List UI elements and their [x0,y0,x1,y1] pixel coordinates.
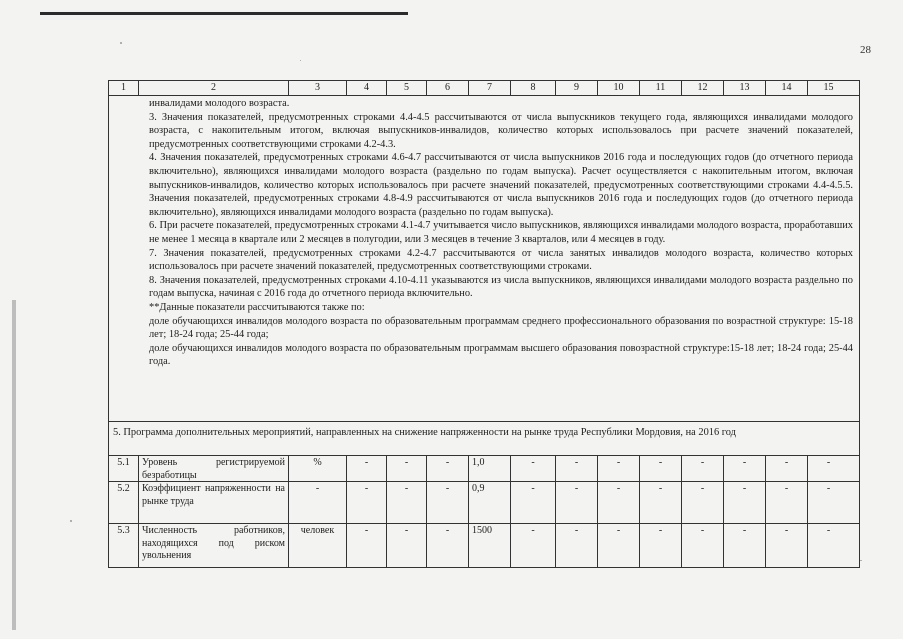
value-cell: 0,9 [469,482,511,523]
table [108,80,860,568]
value-cell: 1,0 [469,456,511,483]
value-cell: - [511,482,556,523]
unit: человек [289,524,347,567]
table-row [109,456,859,482]
value-cell: - [682,524,724,567]
row-number: 5.2 [109,482,139,523]
note-paragraph: 7. Значения показателей, предусмотренных строками 4.2-4.7 рассчитываются от числа занятых инвалидов молодого возраста, количество которых использовалось при расчете значений показателей, предусмотренных соответствующими строками. [149,247,853,273]
value-cell: - [347,456,387,483]
note-paragraph: **Данные показатели рассчитываются также по: [149,301,365,313]
value-cell: - [598,456,640,483]
row-number: 5.3 [109,524,139,567]
column-header: 7 [469,81,511,95]
value-cell: - [682,456,724,483]
column-header: 12 [682,81,724,95]
column-header: 14 [766,81,808,95]
value-cell: - [640,524,682,567]
value-cell: - [511,456,556,483]
value-cell: - [347,482,387,523]
table-row [109,482,859,524]
scan-edge-top [40,12,408,15]
scan-speck [70,520,72,522]
value-cell: 1500 [469,524,511,567]
column-header: 4 [347,81,387,95]
value-cell: - [826,457,831,468]
note-paragraph: инвалидами молодого возраста. [149,98,290,109]
value-cell: - [826,525,831,536]
value-cell: - [427,524,469,567]
column-header: 5 [387,81,427,95]
section-title: 5. Программа дополнительных мероприятий, направленных на снижение напряженности на рынке труда Республики Мордовия, на 2016 год [109,422,859,456]
value-cell: - [427,456,469,483]
column-header: 11 [640,81,682,95]
column-header: 15 [823,82,834,93]
value-cell: - [598,524,640,567]
value-cell: - [511,524,556,567]
column-header: 2 [139,81,289,95]
value-cell: - [682,482,724,523]
value-cell: - [724,524,766,567]
value-cell: - [556,456,598,483]
page-number: 28 [860,44,871,56]
value-cell: - [826,483,831,494]
note-paragraph: 8. Значения показателей, предусмотренных строками 4.10-4.11 указываются из числа выпускников, являющихся инвалидами молодого возраста раздельно по годам выпуска, начиная с 2016 года до отчетного периода включительно. [149,274,853,300]
indicator-name: Уровень регистрируемой безработицы [139,456,289,483]
unit: - [289,482,347,523]
note-paragraph: доле обучающихся инвалидов молодого возраста по образовательным программам высшего образования повозрастной структуре:15-18 лет; 18-24 года; 25-44 года. [149,342,853,368]
value-cell: - [347,524,387,567]
value-cell: - [556,524,598,567]
column-header: 13 [724,81,766,95]
value-cell: - [724,482,766,523]
scan-speck [120,42,122,44]
column-header: 8 [511,81,556,95]
indicator-name: Коэффициент напряженности на рынке труда [139,482,289,523]
column-header: 3 [289,81,347,95]
note-paragraph: доле обучающихся инвалидов молодого возраста по образовательным программам среднего профессионального образования по возрастной структуре: 15-18 лет; 18-24 года; 25-44 года; [149,315,853,341]
value-cell: - [766,524,808,567]
value-cell: - [640,456,682,483]
column-header: 6 [427,81,469,95]
value-cell: - [766,482,808,523]
column-header-row [109,81,859,96]
unit: % [289,456,347,483]
value-cell: - [387,524,427,567]
value-cell: - [724,456,766,483]
column-header: 9 [556,81,598,95]
value-cell: - [640,482,682,523]
column-header: 1 [109,81,139,95]
value-cell: - [556,482,598,523]
note-paragraph: 4. Значения показателей, предусмотренных строками 4.6-4.7 рассчитываются от числа выпускников 2016 года и последующих годов (до отчетного периода включительно), являющихся инвалидами молодого возраста (раздельно по годам выпуска). Расчет осуществляется с накопительным итогом, включая выпускников-инвалидов, количество которых использовалось при расчете значений показателей, предусмотренных соответствующими строками 4.4-4.5.5. Значения показателей, предусмотренных строками 4.8-4.9 рассчитываются от числа выпускников 2016 года и последующих годов (до отчетного периода включительно), являющихся инвалидами молодого возраста (раздельно по годам выпуска). [149,152,853,218]
column-header: 10 [598,81,640,95]
value-cell: - [387,482,427,523]
value-cell: - [766,456,808,483]
value-cell: - [598,482,640,523]
value-cell: - [427,482,469,523]
note-paragraph: 6. При расчете показателей, предусмотренных строками 4.1-4.7 учитывается число выпускников, являющихся инвалидами молодого возраста, проработавших не менее 1 месяца в квартале или 2 месяцев в полугодии, или 3 месяцев в течение 3 кварталов, или 4 месяцев в году. [149,220,853,245]
scan-speck [860,560,862,561]
scan-edge-left [12,300,16,630]
scan-speck [300,60,301,61]
note-paragraph: 3. Значения показателей, предусмотренных строками 4.4-4.5 рассчитываются от числа выпускников текущего года, являющихся инвалидами молодого возраста, с накопительным итогом, включая выпускников-инвалидов, количество которых использовалось при расчете значений показателей, предусмотренных соответствующими строками 4.2-4.3. [149,111,853,150]
row-number: 5.1 [109,456,139,483]
notes-block [109,96,859,422]
indicator-name: Численность работников, находящихся под риском увольнения [139,524,289,567]
table-row [109,524,859,567]
value-cell: - [387,456,427,483]
